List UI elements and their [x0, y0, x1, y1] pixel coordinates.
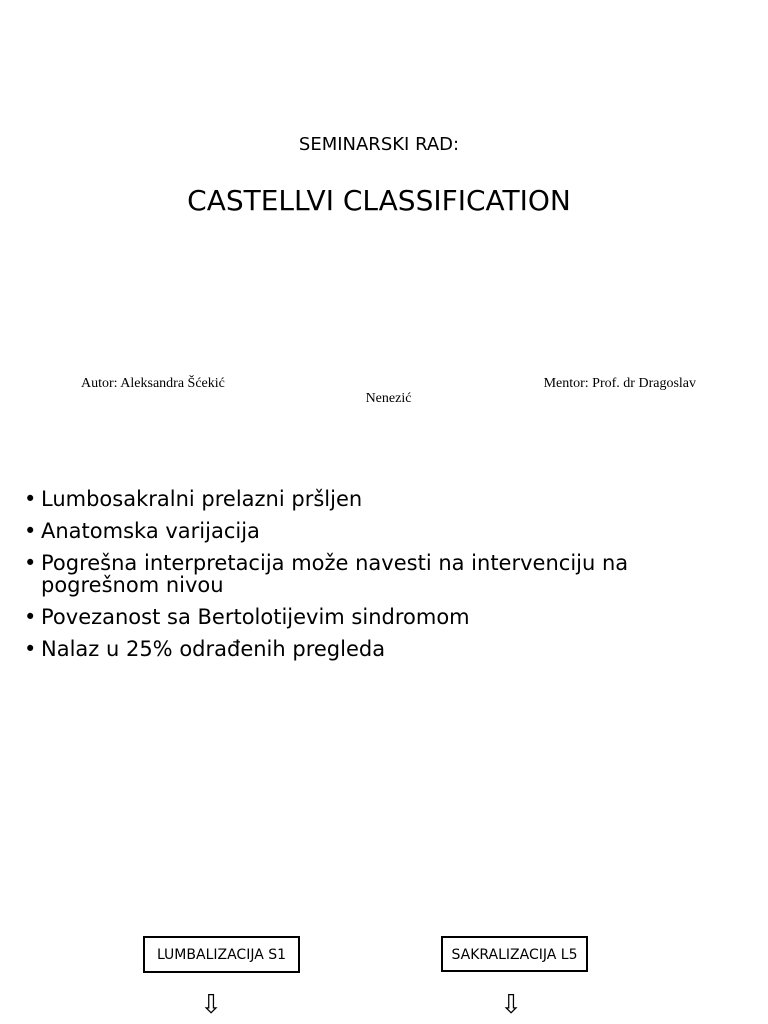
bullet-icon: • — [24, 487, 37, 511]
mentor-credit-surname: Nenezić — [365, 391, 412, 406]
bullet-icon: • — [24, 551, 37, 575]
list-item-text: Anatomska varijacija — [41, 519, 260, 543]
page-title: CASTELLVI CLASSIFICATION — [187, 184, 571, 217]
bullet-icon: • — [24, 605, 37, 629]
down-arrow-icon: ⇩ — [200, 990, 222, 1020]
author-credit: Autor: Aleksandra Šćekić — [81, 376, 225, 391]
bullet-list — [24, 488, 724, 670]
lumbalization-box: LUMBALIZACIJA S1 — [143, 936, 300, 973]
seminar-subtitle: SEMINARSKI RAD: — [298, 134, 460, 155]
list-item-text: Lumbosakralni prelazni pršljen — [41, 487, 363, 511]
mentor-credit: Mentor: Prof. dr Dragoslav — [543, 376, 696, 391]
list-item-text: Povezanost sa Bertolotijevim sindromom — [41, 605, 470, 629]
list-item — [24, 638, 724, 660]
list-item-text: Pogrešna interpretacija može navesti na intervenciju na pogrešnom nivou — [41, 551, 629, 597]
bullet-icon: • — [24, 637, 37, 661]
sacralization-box: SAKRALIZACIJA L5 — [441, 936, 588, 972]
list-item — [24, 552, 724, 596]
list-item — [24, 606, 724, 628]
list-item — [24, 488, 724, 510]
down-arrow-icon: ⇩ — [500, 990, 522, 1020]
list-item-text: Nalaz u 25% odrađenih pregleda — [41, 637, 386, 661]
bullet-icon: • — [24, 519, 37, 543]
list-item — [24, 520, 724, 542]
